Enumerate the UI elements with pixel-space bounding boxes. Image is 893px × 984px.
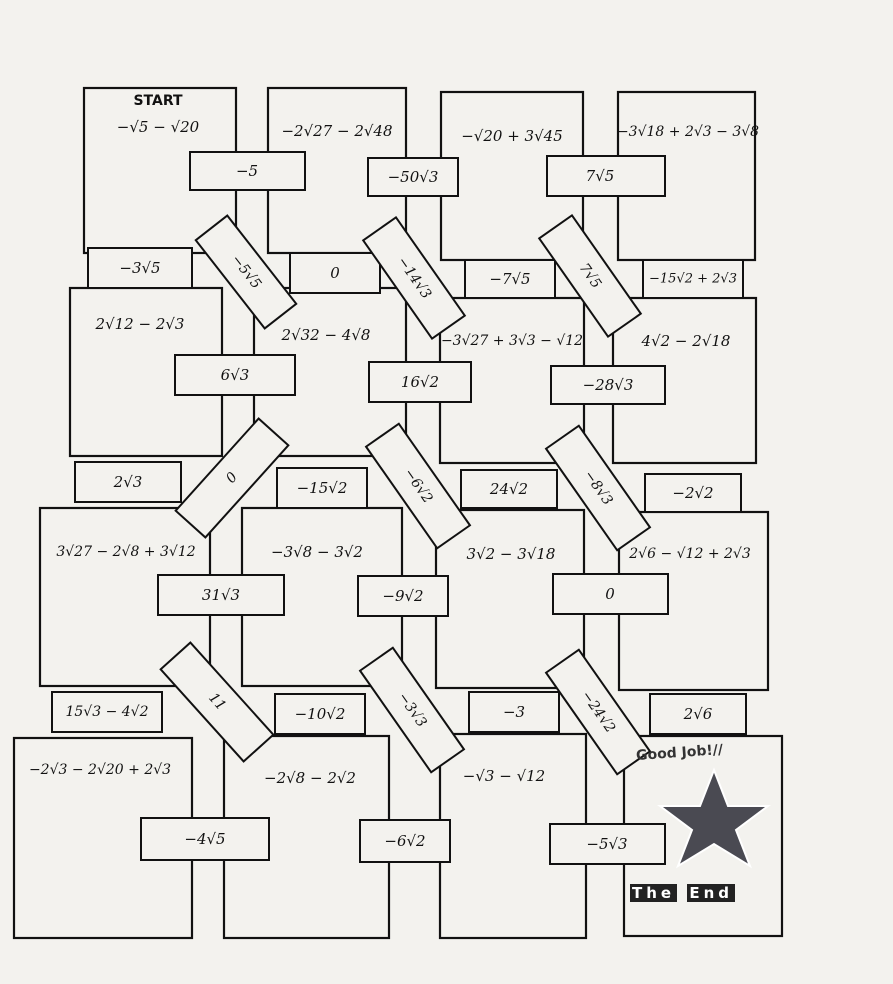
answer-v3d: 2√6 — [683, 705, 713, 723]
answer-h4c: −5√3 — [586, 835, 628, 853]
answer-v2c: 24√2 — [489, 480, 529, 498]
expr-r1c4: −3√18 + 2√3 − 3√8 — [616, 124, 760, 140]
answer-h1b: −50√3 — [387, 168, 439, 186]
expr-r2c4: 4√2 − 2√18 — [641, 332, 731, 350]
answer-h3b: −9√2 — [382, 587, 424, 605]
answer-d3c: −24√2 — [577, 688, 619, 736]
start-expression: −√5 − √20 — [116, 118, 200, 136]
answer-d3b: −3√3 — [394, 689, 430, 731]
answer-h2b: 16√2 — [400, 373, 440, 391]
start-label: START — [133, 93, 183, 109]
answer-v1d: −15√2 + 2√3 — [649, 271, 737, 287]
answer-d1a: −5√5 — [227, 251, 265, 293]
answer-d2a: 0 — [223, 469, 241, 487]
answer-d2b: −6√2 — [400, 465, 436, 507]
expr-r4c2: −2√8 − 2√2 — [264, 769, 356, 787]
expr-r4c1: −2√3 − 2√20 + 2√3 — [28, 762, 172, 778]
expr-r4c3: −√3 − √12 — [462, 767, 546, 785]
answer-v1c: −7√5 — [489, 270, 531, 288]
answer-h3c: 0 — [605, 585, 615, 603]
answer-d1c: 7√5 — [575, 260, 605, 292]
answer-h4b: −6√2 — [384, 832, 426, 850]
answer-v2d: −2√2 — [672, 484, 714, 502]
expr-r1c3: −√20 + 3√45 — [461, 127, 563, 145]
good-job-text: Good Job!// — [635, 741, 724, 765]
expr-r2c2: 2√32 − 4√8 — [281, 326, 371, 344]
answer-h2c: −28√3 — [582, 376, 634, 394]
expr-r3c4: 2√6 − √12 + 2√3 — [629, 546, 751, 562]
expr-r3c1: 3√27 − 2√8 + 3√12 — [56, 544, 196, 560]
answer-v1b: 0 — [330, 264, 340, 282]
answer-h2a: 6√3 — [220, 366, 250, 384]
answer-d2c: −8√3 — [580, 467, 616, 509]
answer-h3a: 31√3 — [201, 586, 241, 604]
answer-v3b: −10√2 — [294, 705, 346, 723]
answer-h1a: −5 — [235, 162, 259, 180]
the-end-text — [630, 884, 736, 902]
answer-v3a: 15√3 − 4√2 — [65, 704, 149, 720]
the-word: The — [632, 884, 676, 902]
answer-v3c: −3 — [502, 703, 526, 721]
answer-h4a: −4√5 — [184, 830, 226, 848]
expr-r3c3: 3√2 − 3√18 — [466, 545, 556, 563]
answer-v2b: −15√2 — [296, 479, 348, 497]
answer-v2a: 2√3 — [113, 473, 143, 491]
expr-r2c3: −3√27 + 3√3 − √12 — [440, 333, 584, 349]
expr-r3c2: −3√8 − 3√2 — [271, 543, 363, 561]
answer-d1b: −14√3 — [393, 254, 435, 302]
answer-v1a: −3√5 — [119, 259, 161, 277]
answer-d3a: 11 — [205, 690, 229, 714]
expr-r2c1: 2√12 − 2√3 — [95, 315, 185, 333]
expr-r1c2: −2√27 − 2√48 — [281, 122, 393, 140]
answer-h1c: 7√5 — [585, 167, 615, 185]
end-word: End — [689, 884, 733, 902]
